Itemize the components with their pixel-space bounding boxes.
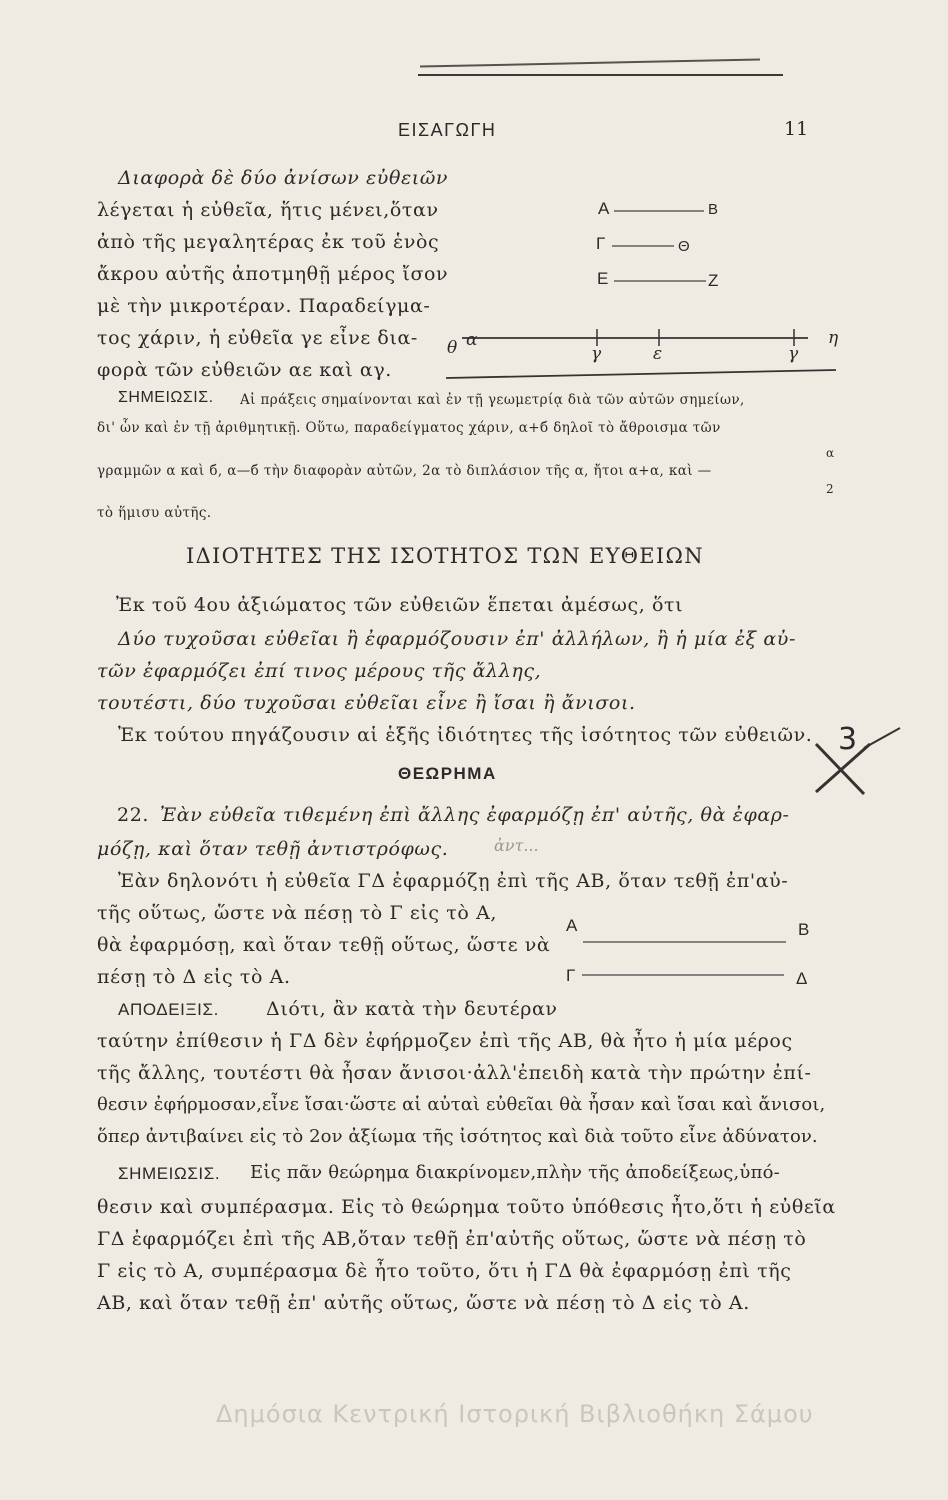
fig1-line-label-gamma-2: γ [788, 344, 799, 364]
statement-line-2: τῆς οὕτως, ὥστε νὰ πέσῃ τὸ Γ εἰς τὸ Α, [97, 902, 498, 924]
note1-frac-num: α [826, 446, 835, 460]
note2-label: ΣΗΜΕΙΩΣΙΣ. [118, 1164, 221, 1183]
note1-frac-den: 2 [826, 482, 835, 496]
note1-label: ΣΗΜΕΙΩΣΙΣ. [118, 389, 214, 406]
theorem-number: 22. [117, 804, 150, 826]
intro-line-1: Διαφορὰ δὲ δύο ἀνίσων εὐθειῶν [118, 167, 449, 189]
section-title: ΙΔΙΟΤΗΤΕΣ ΤΗΣ ΙΣΟΤΗΤΟΣ ΤΩΝ ΕΥΘΕΙΩΝ [186, 544, 704, 568]
fig1-label-a: A [598, 199, 610, 218]
fig1-line-label-epsilon: ε [653, 344, 663, 364]
fig2-label-b: B [798, 920, 810, 939]
note1-line-1: Αἱ πράξεις σημαίνονται καὶ ἐν τῇ γεωμετρίᾳ διὰ τῶν αὐτῶν σημείων, [240, 392, 745, 408]
page-number: 11 [784, 118, 809, 140]
note2-line-1: Εἰς πᾶν θεώρημα διακρίνομεν,πλὴν τῆς ἀποδείξεως,ὑπό- [250, 1162, 780, 1183]
section-line-1: Ἐκ τοῦ 4ου ἀξιώματος τῶν εὐθειῶν ἕπεται ἀμέσως, ὅτι [116, 594, 684, 616]
intro-line-5: μὲ τὴν μικροτέραν. Παραδείγμα- [97, 295, 431, 317]
section-line-2: Δύο τυχοῦσαι εὐθεῖαι ἢ ἐφαρμόζουσιν ἐπ' ἀλλήλων, ἢ ἡ μία ἐξ αὐ- [118, 628, 796, 650]
fig1-label-b: B [708, 201, 719, 218]
note2-line-4: Γ εἰς τὸ Α, συμπέρασμα δὲ ἦτο τοῦτο, ὅτι ἡ ΓΔ θὰ ἐφαρμόσῃ ἐπὶ τῆς [97, 1260, 792, 1282]
running-header: ΕΙΣΑΓΩΓΗ [398, 120, 497, 140]
fig1-label-e: E [597, 269, 609, 288]
library-watermark: Δημόσια Κεντρική Ιστορική Βιβλιοθήκη Σάμου [216, 1400, 814, 1428]
intro-line-3: ἀπὸ τῆς μεγαλητέρας ἐκ τοῦ ἑνὸς [97, 231, 440, 253]
section-line-5: Ἐκ τούτου πηγάζουσιν αἱ ἑξῆς ἰδιότητες τῆς ἰσότητος τῶν εὐθειῶν. [118, 724, 813, 746]
proof-line-3: τῆς ἄλλης, τουτέστι θὰ ἦσαν ἄνισοι·ἀλλ'ἐπειδὴ κατὰ τὴν πρώτην ἐπί- [97, 1062, 812, 1084]
fig1-label-th: Θ [678, 238, 690, 255]
margin-number-mark: 3 [838, 722, 858, 757]
fig2-label-a: A [566, 916, 578, 935]
intro-line-2: λέγεται ἡ εὐθεῖα, ἥτις μένει,ὅταν [97, 199, 439, 221]
section-line-4: τουτέστι, δύο τυχοῦσαι εὐθεῖαι εἶνε ἢ ἴσαι ἢ ἄνισοι. [97, 692, 636, 714]
fig1-line-label-eta: η [828, 328, 839, 348]
statement-line-1: Ἐὰν δηλονότι ἡ εὐθεῖα ΓΔ ἐφαρμόζῃ ἐπὶ τῆς ΑΒ, ὅταν τεθῇ ἐπ'αὐ- [118, 870, 789, 892]
note2-line-3: ΓΔ ἐφαρμόζει ἐπὶ τῆς ΑΒ,ὅταν τεθῇ ἐπ'αὐτῆς οὕτως, ὥστε νὰ πέσῃ τὸ [97, 1228, 807, 1250]
intro-line-6: τος χάριν, ἡ εὐθεῖα γε εἶνε δια- [97, 327, 418, 349]
statement-line-4: πέσῃ τὸ Δ εἰς τὸ Α. [97, 966, 291, 988]
fig1-line-label-theta: θ [447, 338, 458, 358]
proof-line-5: ὅπερ ἀντιβαίνει εἰς τὸ 2ον ἀξίωμα τῆς ἰσότητος καὶ διὰ τοῦτο εἶνε ἀδύνατον. [97, 1126, 818, 1147]
theorem-title: ΘΕΩΡΗΜΑ [398, 764, 497, 783]
proof-line-4: θεσιν ἐφήρμοσαν,εἶνε ἴσαι·ὥστε αἱ αὐταὶ εὐθεῖαι θὰ ἦσαν καὶ ἴσαι καὶ ἄνισοι, [97, 1094, 826, 1115]
note2-line-5: ΑΒ, καὶ ὅταν τεθῇ ἐπ' αὐτῆς οὕτως, ὥστε νὰ πέσῃ τὸ Δ εἰς τὸ Α. [97, 1292, 750, 1314]
handwritten-note: ἀντ... [494, 836, 539, 855]
fig1-line-label-gamma: γ [591, 344, 602, 364]
fig2-label-d: Δ [796, 969, 808, 988]
statement-line-3: θὰ ἐφαρμόσῃ, καὶ ὅταν τεθῇ οὕτως, ὥστε νὰ [97, 934, 551, 956]
fig2-label-g: Γ [566, 966, 576, 985]
proof-line-2: ταύτην ἐπίθεσιν ἡ ΓΔ δὲν ἐφήρμοζεν ἐπὶ τῆς ΑΒ, θὰ ἦτο ἡ μία μέρος [97, 1030, 793, 1052]
fig1-line-label-alpha: α [466, 330, 478, 350]
theorem-line-2: μόζῃ, καὶ ὅταν τεθῇ ἀντιστρόφως. [97, 838, 449, 860]
fig1-label-g: Γ [596, 234, 606, 253]
note2-line-2: θεσιν καὶ συμπέρασμα. Εἰς τὸ θεώρημα τοῦτο ὑπόθεσις ἦτο,ὅτι ἡ εὐθεῖα [97, 1196, 836, 1218]
proof-label: ΑΠΟΔΕΙΞΙΣ. [118, 1000, 219, 1019]
intro-line-7: φορὰ τῶν εὐθειῶν αε καὶ αγ. [97, 359, 392, 381]
note1-line-4: τὸ ἥμισυ αὐτῆς. [97, 505, 212, 521]
theorem-line-1: Ἐὰν εὐθεῖα τιθεμένη ἐπὶ ἄλλης ἐφαρμόζῃ ἐπ' αὐτῆς, θὰ ἐφαρ- [160, 804, 790, 826]
fig1-label-z: Z [708, 271, 719, 290]
intro-line-4: ἄκρου αὐτῆς ἀποτμηθῇ μέρος ἴσον [97, 263, 449, 285]
section-line-3: τῶν ἐφαρμόζει ἐπί τινος μέρους τῆς ἄλλης, [97, 660, 542, 682]
note1-line-3: γραμμῶν α καὶ б, α—б τὴν διαφορὰν αὐτῶν, 2α τὸ διπλάσιον τῆς α, ἤτοι α+α, καὶ — [97, 463, 712, 479]
proof-line-1: Διότι, ἂν κατὰ τὴν δευτέραν [266, 998, 558, 1020]
note1-line-2: δι' ὧν καὶ ἐν τῇ ἀριθμητικῇ. Οὕτω, παραδείγματος χάριν, α+б δηλοῖ τὸ ἄθροισμα τῶν [97, 420, 721, 436]
